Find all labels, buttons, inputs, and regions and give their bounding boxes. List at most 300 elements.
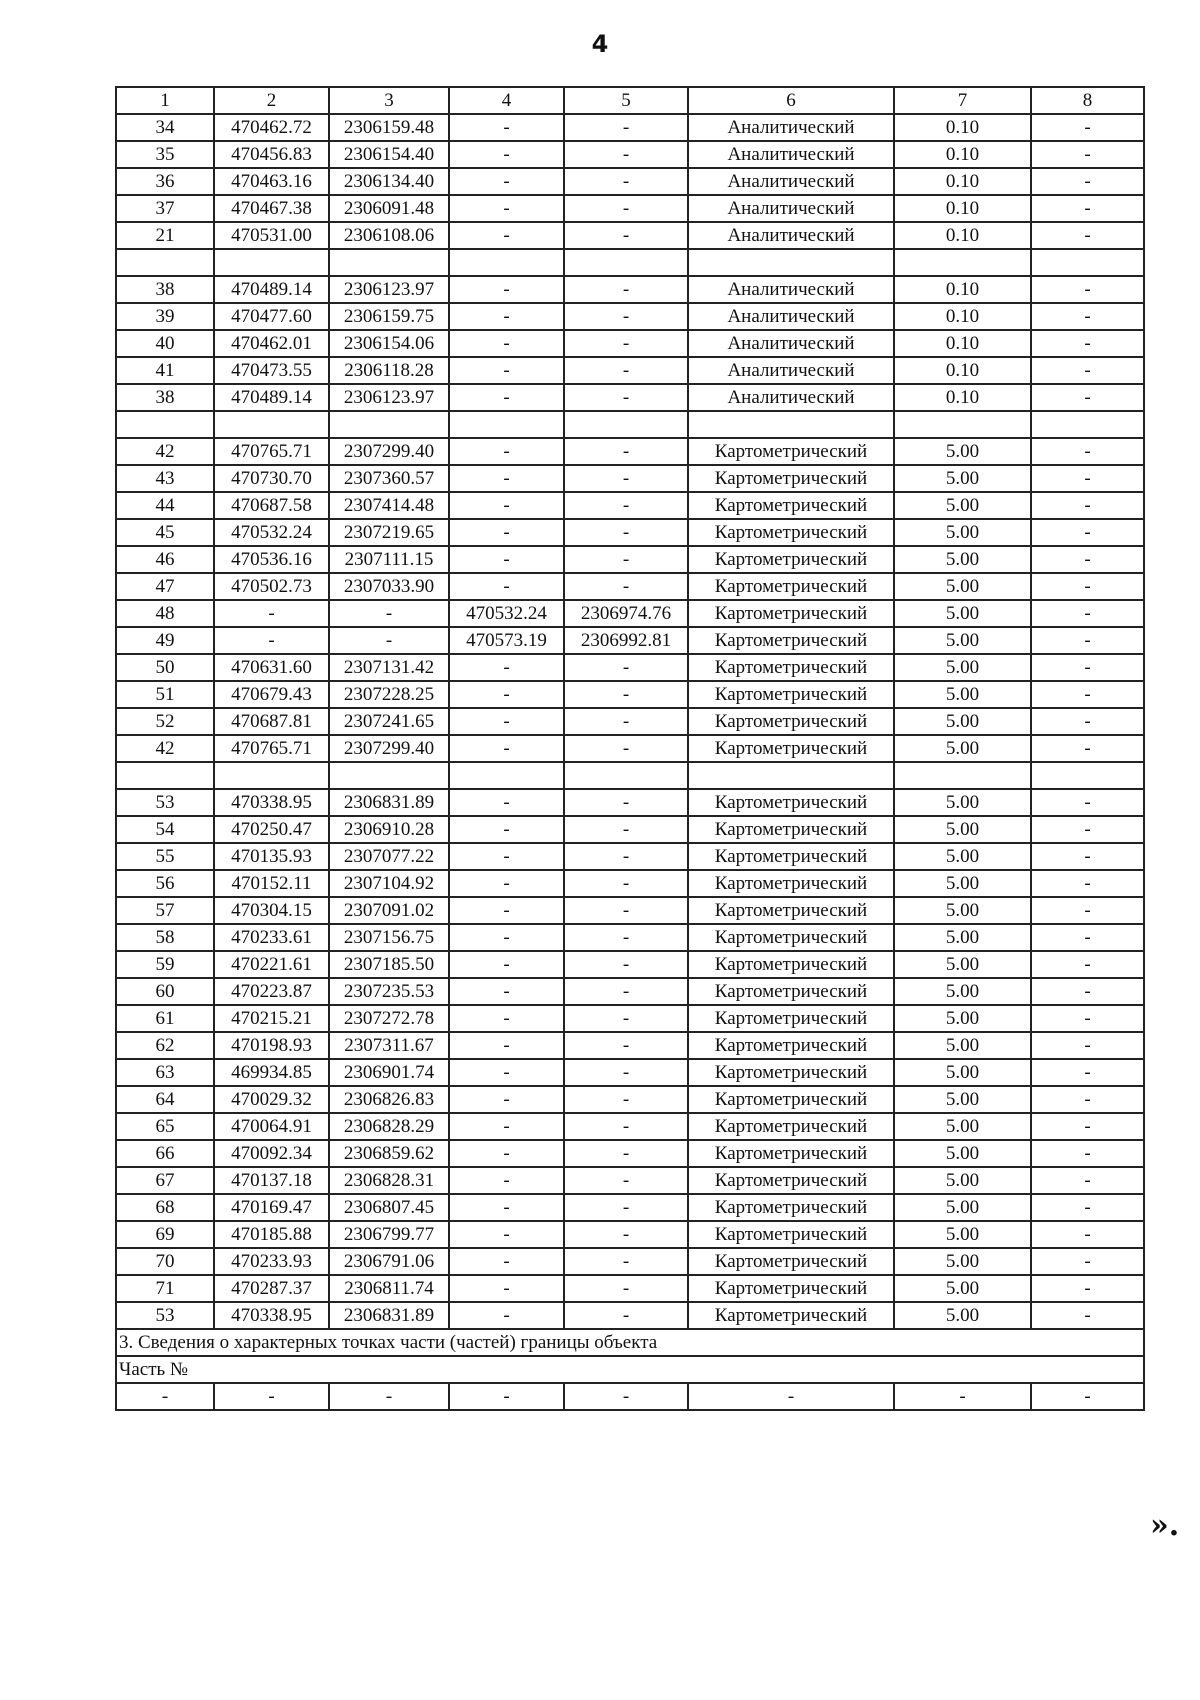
table-cell-col-6: Картометрический: [688, 681, 894, 708]
table-cell-col-2: 470169.47: [214, 1194, 329, 1221]
closing-quote-mark: ».: [1150, 1508, 1180, 1543]
table-cell-col-3: 2306159.75: [329, 303, 449, 330]
table-cell-col-6: Картометрический: [688, 1086, 894, 1113]
table-cell-col-4: -: [449, 384, 564, 411]
table-cell-col-8: -: [1031, 1005, 1144, 1032]
table-cell-col-8: -: [1031, 546, 1144, 573]
table-cell-col-7: 0.10: [894, 222, 1031, 249]
table-cell-col-7: 0.10: [894, 384, 1031, 411]
table-cell-col-4: -: [449, 924, 564, 951]
table-cell-col-2: [214, 249, 329, 276]
table-cell-col-2: -: [214, 627, 329, 654]
table-row: [116, 1194, 1144, 1221]
table-cell-col-7: 0.10: [894, 357, 1031, 384]
table-cell-col-5: -: [564, 303, 688, 330]
table-cell-col-1: 69: [116, 1221, 214, 1248]
table-cell-col-1: [116, 762, 214, 789]
table-cell-col-7: [894, 411, 1031, 438]
table-cell-col-6: Аналитический: [688, 114, 894, 141]
table-cell-col-6: Картометрический: [688, 870, 894, 897]
table-cell-col-2: 470287.37: [214, 1275, 329, 1302]
table-cell-col-5: -: [564, 492, 688, 519]
table-cell-col-4: -: [449, 708, 564, 735]
table-cell-col-1: 60: [116, 978, 214, 1005]
table-row: [116, 951, 1144, 978]
table-header-row: [116, 87, 1144, 114]
table-cell-col-4: -: [449, 1383, 564, 1410]
table-cell-col-7: 5.00: [894, 1086, 1031, 1113]
table-cell-col-3: 2306159.48: [329, 114, 449, 141]
table-cell-col-4: -: [449, 951, 564, 978]
table-row: [116, 249, 1144, 276]
table-cell-col-6: [688, 249, 894, 276]
table-cell-col-1: 44: [116, 492, 214, 519]
table-cell-col-1: 52: [116, 708, 214, 735]
table-cell-col-6: Аналитический: [688, 168, 894, 195]
table-cell-col-2: 470730.70: [214, 465, 329, 492]
table-row: [116, 708, 1144, 735]
table-cell-col-5: -: [564, 573, 688, 600]
table-cell-col-2: 470029.32: [214, 1086, 329, 1113]
table-cell-col-8: [1031, 411, 1144, 438]
table-cell-col-4: -: [449, 897, 564, 924]
table-cell-col-6: Аналитический: [688, 303, 894, 330]
table-cell-col-3: 2307033.90: [329, 573, 449, 600]
table-cell-col-8: -: [1031, 1194, 1144, 1221]
table-cell-col-3: 2306811.74: [329, 1275, 449, 1302]
table-cell-col-4: -: [449, 276, 564, 303]
table-cell-col-3: 2306859.62: [329, 1140, 449, 1167]
table-row: [116, 195, 1144, 222]
table-cell-col-1: 39: [116, 303, 214, 330]
table-cell-col-1: 36: [116, 168, 214, 195]
table-cell-col-2: 470687.58: [214, 492, 329, 519]
table-cell-col-8: -: [1031, 654, 1144, 681]
table-cell-col-5: -: [564, 1302, 688, 1329]
table-cell-col-6: Картометрический: [688, 465, 894, 492]
table-row: [116, 546, 1144, 573]
table-cell-col-5: -: [564, 1059, 688, 1086]
table-cell-col-1: [116, 411, 214, 438]
table-cell-col-2: 470250.47: [214, 816, 329, 843]
table-cell-col-3: -: [329, 627, 449, 654]
table-cell-col-3: 2306799.77: [329, 1221, 449, 1248]
table-cell-col-5: -: [564, 1005, 688, 1032]
table-cell-col-6: Картометрический: [688, 978, 894, 1005]
table-cell-col-5: -: [564, 141, 688, 168]
table-cell-col-1: 67: [116, 1167, 214, 1194]
table-cell-col-5: -: [564, 735, 688, 762]
table-cell-col-4: -: [449, 114, 564, 141]
table-cell-col-1: 45: [116, 519, 214, 546]
table-cell-col-6: Картометрический: [688, 897, 894, 924]
table-cell-col-3: 2306828.31: [329, 1167, 449, 1194]
table-cell-col-3: 2306831.89: [329, 1302, 449, 1329]
table-row: [116, 1221, 1144, 1248]
table-cell-col-4: -: [449, 1248, 564, 1275]
table-cell-col-4: -: [449, 1086, 564, 1113]
table-cell-col-2: 470502.73: [214, 573, 329, 600]
table-cell-col-8: -: [1031, 924, 1144, 951]
table-cell-col-1: 43: [116, 465, 214, 492]
table-cell-col-7: 7: [894, 87, 1031, 114]
table-cell-col-2: -: [214, 1383, 329, 1410]
table-cell-col-8: -: [1031, 681, 1144, 708]
table-cell-col-1: 62: [116, 1032, 214, 1059]
table-cell-col-8: -: [1031, 978, 1144, 1005]
table-cell-col-1: 53: [116, 789, 214, 816]
table-cell-col-5: -: [564, 1113, 688, 1140]
table-cell-col-3: 2306118.28: [329, 357, 449, 384]
table-cell-col-8: -: [1031, 600, 1144, 627]
table-row: [116, 924, 1144, 951]
table-cell-col-3: 2306826.83: [329, 1086, 449, 1113]
table-cell-col-8: -: [1031, 1032, 1144, 1059]
table-cell-col-5: -: [564, 519, 688, 546]
table-cell-col-2: 470215.21: [214, 1005, 329, 1032]
table-cell-col-3: 2306791.06: [329, 1248, 449, 1275]
table-cell-col-6: Картометрический: [688, 924, 894, 951]
table-cell-col-3: 2307241.65: [329, 708, 449, 735]
table-cell-col-8: -: [1031, 1221, 1144, 1248]
table-cell-col-1: 51: [116, 681, 214, 708]
table-cell-col-8: -: [1031, 1059, 1144, 1086]
table-cell-col-1: 65: [116, 1113, 214, 1140]
table-cell-col-1: 53: [116, 1302, 214, 1329]
table-cell-col-7: -: [894, 1383, 1031, 1410]
table-cell-col-4: -: [449, 330, 564, 357]
table-cell-col-6: Картометрический: [688, 708, 894, 735]
table-cell-col-2: 470631.60: [214, 654, 329, 681]
table-cell-col-8: -: [1031, 1302, 1144, 1329]
table-cell-col-7: 5.00: [894, 924, 1031, 951]
table-cell-col-5: -: [564, 222, 688, 249]
table-cell-col-5: 5: [564, 87, 688, 114]
table-cell-col-5: -: [564, 654, 688, 681]
table-cell-col-4: -: [449, 1005, 564, 1032]
table-cell-col-7: [894, 762, 1031, 789]
table-cell-col-5: 2306974.76: [564, 600, 688, 627]
table-cell-col-4: -: [449, 519, 564, 546]
table-cell-col-3: 2307228.25: [329, 681, 449, 708]
table-cell-col-1: 61: [116, 1005, 214, 1032]
table-row: [116, 1140, 1144, 1167]
table-cell-col-7: 5.00: [894, 897, 1031, 924]
table-cell-col-1: 59: [116, 951, 214, 978]
table-cell-col-1: 71: [116, 1275, 214, 1302]
table-cell-col-6: Картометрический: [688, 1221, 894, 1248]
table-cell-col-6: Картометрический: [688, 1275, 894, 1302]
table-cell-col-4: -: [449, 546, 564, 573]
table-cell-col-5: -: [564, 789, 688, 816]
table-cell-col-4: -: [449, 438, 564, 465]
table-cell-col-5: -: [564, 816, 688, 843]
section-title-row-text: 3. Сведения о характерных точках части (частей) границы объекта: [116, 1329, 1144, 1356]
table-cell-col-2: 470536.16: [214, 546, 329, 573]
table-cell-col-1: 38: [116, 384, 214, 411]
table-cell-col-3: [329, 249, 449, 276]
table-cell-col-8: -: [1031, 114, 1144, 141]
table-cell-col-3: 2307156.75: [329, 924, 449, 951]
table-cell-col-3: 2307311.67: [329, 1032, 449, 1059]
table-row: [116, 573, 1144, 600]
table-cell-col-2: 470467.38: [214, 195, 329, 222]
table-cell-col-2: 470532.24: [214, 519, 329, 546]
table-cell-col-1: 56: [116, 870, 214, 897]
table-row: [116, 816, 1144, 843]
table-cell-col-5: -: [564, 168, 688, 195]
table-cell-col-3: -: [329, 1383, 449, 1410]
table-cell-col-3: 2306807.45: [329, 1194, 449, 1221]
table-cell-col-7: 0.10: [894, 141, 1031, 168]
table-cell-col-8: -: [1031, 1275, 1144, 1302]
table-cell-col-4: 470573.19: [449, 627, 564, 654]
table-cell-col-5: -: [564, 1167, 688, 1194]
table-cell-col-7: 5.00: [894, 843, 1031, 870]
table-cell-col-3: 2307235.53: [329, 978, 449, 1005]
table-cell-col-1: -: [116, 1383, 214, 1410]
table-cell-col-2: 470221.61: [214, 951, 329, 978]
table-row: [116, 843, 1144, 870]
table-cell-col-2: 470489.14: [214, 384, 329, 411]
table-row: [116, 1086, 1144, 1113]
table-cell-col-6: Картометрический: [688, 1194, 894, 1221]
table-cell-col-3: [329, 762, 449, 789]
table-cell-col-6: [688, 762, 894, 789]
table-cell-col-8: -: [1031, 492, 1144, 519]
table-cell-col-1: 70: [116, 1248, 214, 1275]
table-cell-col-7: 5.00: [894, 735, 1031, 762]
table-cell-col-2: 470462.72: [214, 114, 329, 141]
table-cell-col-7: 5.00: [894, 1221, 1031, 1248]
table-cell-col-5: [564, 762, 688, 789]
table-cell-col-5: -: [564, 708, 688, 735]
table-cell-col-5: -: [564, 384, 688, 411]
table-cell-col-3: 2306108.06: [329, 222, 449, 249]
table-cell-col-8: -: [1031, 1248, 1144, 1275]
table-cell-col-8: -: [1031, 1086, 1144, 1113]
table-cell-col-8: -: [1031, 708, 1144, 735]
table-cell-col-1: 58: [116, 924, 214, 951]
table-cell-col-1: 1: [116, 87, 214, 114]
table-cell-col-6: Картометрический: [688, 1167, 894, 1194]
table-cell-col-3: 2306154.40: [329, 141, 449, 168]
table-row: [116, 492, 1144, 519]
table-cell-col-3: 2306901.74: [329, 1059, 449, 1086]
table-cell-col-7: 5.00: [894, 492, 1031, 519]
table-cell-col-5: -: [564, 870, 688, 897]
table-cell-col-5: -: [564, 1248, 688, 1275]
table-row: [116, 654, 1144, 681]
table-cell-col-7: 5.00: [894, 654, 1031, 681]
table-cell-col-5: [564, 249, 688, 276]
table-cell-col-2: 470531.00: [214, 222, 329, 249]
table-cell-col-6: Картометрический: [688, 546, 894, 573]
table-cell-col-7: 5.00: [894, 573, 1031, 600]
table-cell-col-8: -: [1031, 816, 1144, 843]
table-cell-col-4: -: [449, 1059, 564, 1086]
table-cell-col-6: Картометрический: [688, 1032, 894, 1059]
table-cell-col-5: -: [564, 924, 688, 951]
table-cell-col-2: 470152.11: [214, 870, 329, 897]
table-cell-col-3: 2306091.48: [329, 195, 449, 222]
table-cell-col-2: 470687.81: [214, 708, 329, 735]
table-cell-col-7: 5.00: [894, 870, 1031, 897]
table-cell-col-7: 5.00: [894, 789, 1031, 816]
table-cell-col-7: 5.00: [894, 519, 1031, 546]
table-cell-col-2: 470304.15: [214, 897, 329, 924]
table-row: [116, 1005, 1144, 1032]
table-cell-col-6: Картометрический: [688, 951, 894, 978]
table-cell-col-2: 470765.71: [214, 438, 329, 465]
table-cell-col-1: 49: [116, 627, 214, 654]
table-cell-col-5: -: [564, 546, 688, 573]
table-cell-col-6: Картометрический: [688, 816, 894, 843]
table-cell-col-4: -: [449, 573, 564, 600]
table-cell-col-8: -: [1031, 1140, 1144, 1167]
table-cell-col-4: -: [449, 1140, 564, 1167]
table-cell-col-8: 8: [1031, 87, 1144, 114]
table-cell-col-4: 470532.24: [449, 600, 564, 627]
table-row: [116, 681, 1144, 708]
table-cell-col-8: [1031, 762, 1144, 789]
table-cell-col-6: Картометрический: [688, 492, 894, 519]
table-cell-col-2: 469934.85: [214, 1059, 329, 1086]
table-cell-col-6: Картометрический: [688, 735, 894, 762]
table-cell-col-4: -: [449, 1221, 564, 1248]
table-cell-col-7: 5.00: [894, 438, 1031, 465]
table-cell-col-8: -: [1031, 519, 1144, 546]
table-row: [116, 1275, 1144, 1302]
table-cell-col-4: -: [449, 168, 564, 195]
table-row: [116, 978, 1144, 1005]
table-cell-col-5: -: [564, 1086, 688, 1113]
table-cell-col-7: 5.00: [894, 465, 1031, 492]
table-cell-col-8: -: [1031, 1167, 1144, 1194]
table-cell-col-4: -: [449, 1113, 564, 1140]
table-cell-col-4: -: [449, 141, 564, 168]
table-row: [116, 438, 1144, 465]
table-cell-col-3: 2307414.48: [329, 492, 449, 519]
table-cell-col-4: -: [449, 816, 564, 843]
table-cell-col-7: 5.00: [894, 978, 1031, 1005]
table-cell-col-1: 64: [116, 1086, 214, 1113]
table-row: [116, 600, 1144, 627]
table-cell-col-7: 0.10: [894, 195, 1031, 222]
table-cell-col-3: 3: [329, 87, 449, 114]
table-cell-col-8: -: [1031, 1113, 1144, 1140]
table-row: [116, 303, 1144, 330]
table-cell-col-4: -: [449, 1194, 564, 1221]
table-cell-col-7: 5.00: [894, 1140, 1031, 1167]
table-cell-col-1: 63: [116, 1059, 214, 1086]
table-cell-col-6: 6: [688, 87, 894, 114]
table-cell-col-1: 55: [116, 843, 214, 870]
table-cell-col-5: -: [564, 1140, 688, 1167]
table-cell-col-2: 470765.71: [214, 735, 329, 762]
table-cell-col-3: 2307272.78: [329, 1005, 449, 1032]
table-cell-col-5: -: [564, 1221, 688, 1248]
table-cell-col-8: -: [1031, 330, 1144, 357]
table-cell-col-1: 41: [116, 357, 214, 384]
table-cell-col-7: 5.00: [894, 1194, 1031, 1221]
table-cell-col-2: 470135.93: [214, 843, 329, 870]
table-cell-col-4: [449, 411, 564, 438]
table-cell-col-3: 2307111.15: [329, 546, 449, 573]
table-cell-col-3: 2307360.57: [329, 465, 449, 492]
table-cell-col-2: 470462.01: [214, 330, 329, 357]
table-cell-col-5: 2306992.81: [564, 627, 688, 654]
table-cell-col-1: 21: [116, 222, 214, 249]
table-cell-col-3: 2306123.97: [329, 276, 449, 303]
table-cell-col-5: -: [564, 330, 688, 357]
table-cell-col-2: 470064.91: [214, 1113, 329, 1140]
table-cell-col-3: 2307219.65: [329, 519, 449, 546]
table-row: [116, 762, 1144, 789]
table-cell-col-1: 42: [116, 438, 214, 465]
table-cell-col-5: -: [564, 1032, 688, 1059]
table-cell-col-3: 2307104.92: [329, 870, 449, 897]
table-cell-col-2: 2: [214, 87, 329, 114]
table-row: [116, 384, 1144, 411]
table-row: [116, 1113, 1144, 1140]
table-cell-col-5: [564, 411, 688, 438]
table-cell-col-6: Картометрический: [688, 627, 894, 654]
table-cell-col-3: 2307131.42: [329, 654, 449, 681]
table-cell-col-4: -: [449, 1275, 564, 1302]
table-cell-col-4: -: [449, 978, 564, 1005]
table-cell-col-5: -: [564, 438, 688, 465]
table-cell-col-2: 470233.93: [214, 1248, 329, 1275]
table-cell-col-4: -: [449, 654, 564, 681]
table-cell-col-8: -: [1031, 627, 1144, 654]
table-cell-col-1: 57: [116, 897, 214, 924]
table-cell-col-1: 37: [116, 195, 214, 222]
table-cell-col-4: 4: [449, 87, 564, 114]
table-cell-col-8: -: [1031, 141, 1144, 168]
table-cell-col-6: Картометрический: [688, 654, 894, 681]
table-cell-col-6: Картометрический: [688, 438, 894, 465]
table-cell-col-8: [1031, 249, 1144, 276]
table-cell-col-6: Картометрический: [688, 843, 894, 870]
table-cell-col-3: 2307299.40: [329, 438, 449, 465]
table-cell-col-4: -: [449, 789, 564, 816]
table-cell-col-6: Аналитический: [688, 195, 894, 222]
table-cell-col-1: [116, 249, 214, 276]
table-cell-col-8: -: [1031, 357, 1144, 384]
table-row: [116, 222, 1144, 249]
table-cell-col-6: Картометрический: [688, 1113, 894, 1140]
table-row: [116, 141, 1144, 168]
table-cell-col-7: 5.00: [894, 1032, 1031, 1059]
table-row: [116, 168, 1144, 195]
table-row: [116, 357, 1144, 384]
table-row: [116, 1059, 1144, 1086]
table-cell-col-6: [688, 411, 894, 438]
table-cell-col-1: 47: [116, 573, 214, 600]
table-row: [116, 411, 1144, 438]
table-cell-col-2: 470456.83: [214, 141, 329, 168]
table-cell-col-3: 2307299.40: [329, 735, 449, 762]
table-cell-col-3: 2307185.50: [329, 951, 449, 978]
table-cell-col-5: -: [564, 1383, 688, 1410]
table-row: [116, 330, 1144, 357]
table-row: [116, 1167, 1144, 1194]
table-cell-col-4: -: [449, 1032, 564, 1059]
table-cell-col-2: 470477.60: [214, 303, 329, 330]
table-cell-col-1: 35: [116, 141, 214, 168]
table-row: [116, 1248, 1144, 1275]
